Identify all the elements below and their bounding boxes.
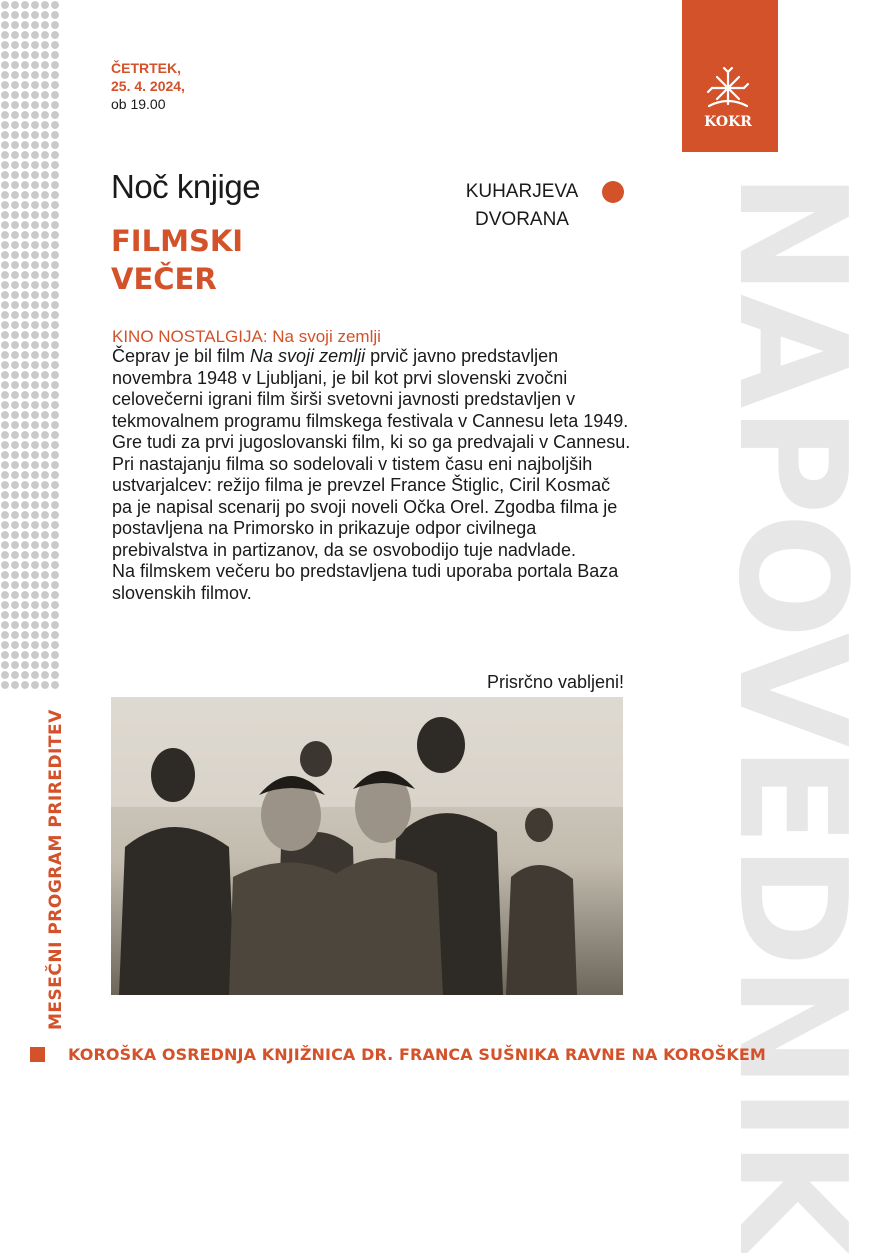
venue-line2: DVORANA <box>475 209 569 230</box>
event-time: ob 19.00 <box>111 96 166 112</box>
dotted-strip <box>0 0 60 690</box>
footer-library-name: KOROŠKA OSREDNJA KNJIŽNICA DR. FRANCA SUŠNIKA RAVNE NA KOROŠKEM <box>68 1045 766 1064</box>
paragraph-1-rest: prvič javno predstavljen novembra 1948 v Ljubljani, je bil kot prvi slovenski zvočni celovečerni igrani film širši svetovni javnosti predstavljen v tekmovalnem programu filmskega festivala v Cannesu leta 1949. Gre tudi za prvi jugoslovanski film, ki so ga predvajali v Cannesu. Pri nastajanju filma so sodelovali v tistem času eni najboljših ustvarjalcev: režijo filma je prevzel France Štiglic, Ciril Kosmač pa je napisal scenarij po svoji noveli Očka Orel. Zgodba filma je postavljena na Primorsko in prikazuje odpor civilnega prebivalstva in partizanov, da se osvobodijo tuje nadvlade. <box>112 346 631 560</box>
library-logo-icon <box>697 66 759 132</box>
closing-invitation: Prisrčno vabljeni! <box>486 672 624 692</box>
program-paragraph-1 <box>112 346 632 561</box>
program-description <box>112 346 632 604</box>
event-date-value: 25. 4. 2024, <box>111 78 185 94</box>
orange-square-icon <box>30 1047 45 1062</box>
event-title-line1: FILMSKI <box>111 224 244 258</box>
paragraph-1-start: Čeprav je bil film <box>112 346 251 366</box>
venue <box>452 178 592 234</box>
monthly-program-label: MESEČNI PROGRAM PRIREDITEV <box>46 709 66 1030</box>
event-subtitle: Noč knjige <box>111 168 261 205</box>
event-title-line2: VEČER <box>111 262 217 296</box>
event-day: ČETRTEK, <box>111 60 181 76</box>
program-heading: KINO NOSTALGIJA: Na svoji zemlji <box>112 327 381 346</box>
program-paragraph-2: Na filmskem večeru bo predstavljena tudi uporaba portala Baza slovenskih filmov. <box>112 561 619 603</box>
napovednik-watermark: NAPOVEDNIK <box>706 172 878 1253</box>
venue-line1: KUHARJEVA <box>465 181 579 202</box>
film-still-photo <box>111 697 623 995</box>
event-title <box>111 222 243 298</box>
event-date <box>111 59 185 113</box>
orange-dot-icon <box>602 181 624 203</box>
logo-text: KOKR <box>704 114 752 130</box>
film-title: Na svoji zemlji <box>250 346 366 366</box>
